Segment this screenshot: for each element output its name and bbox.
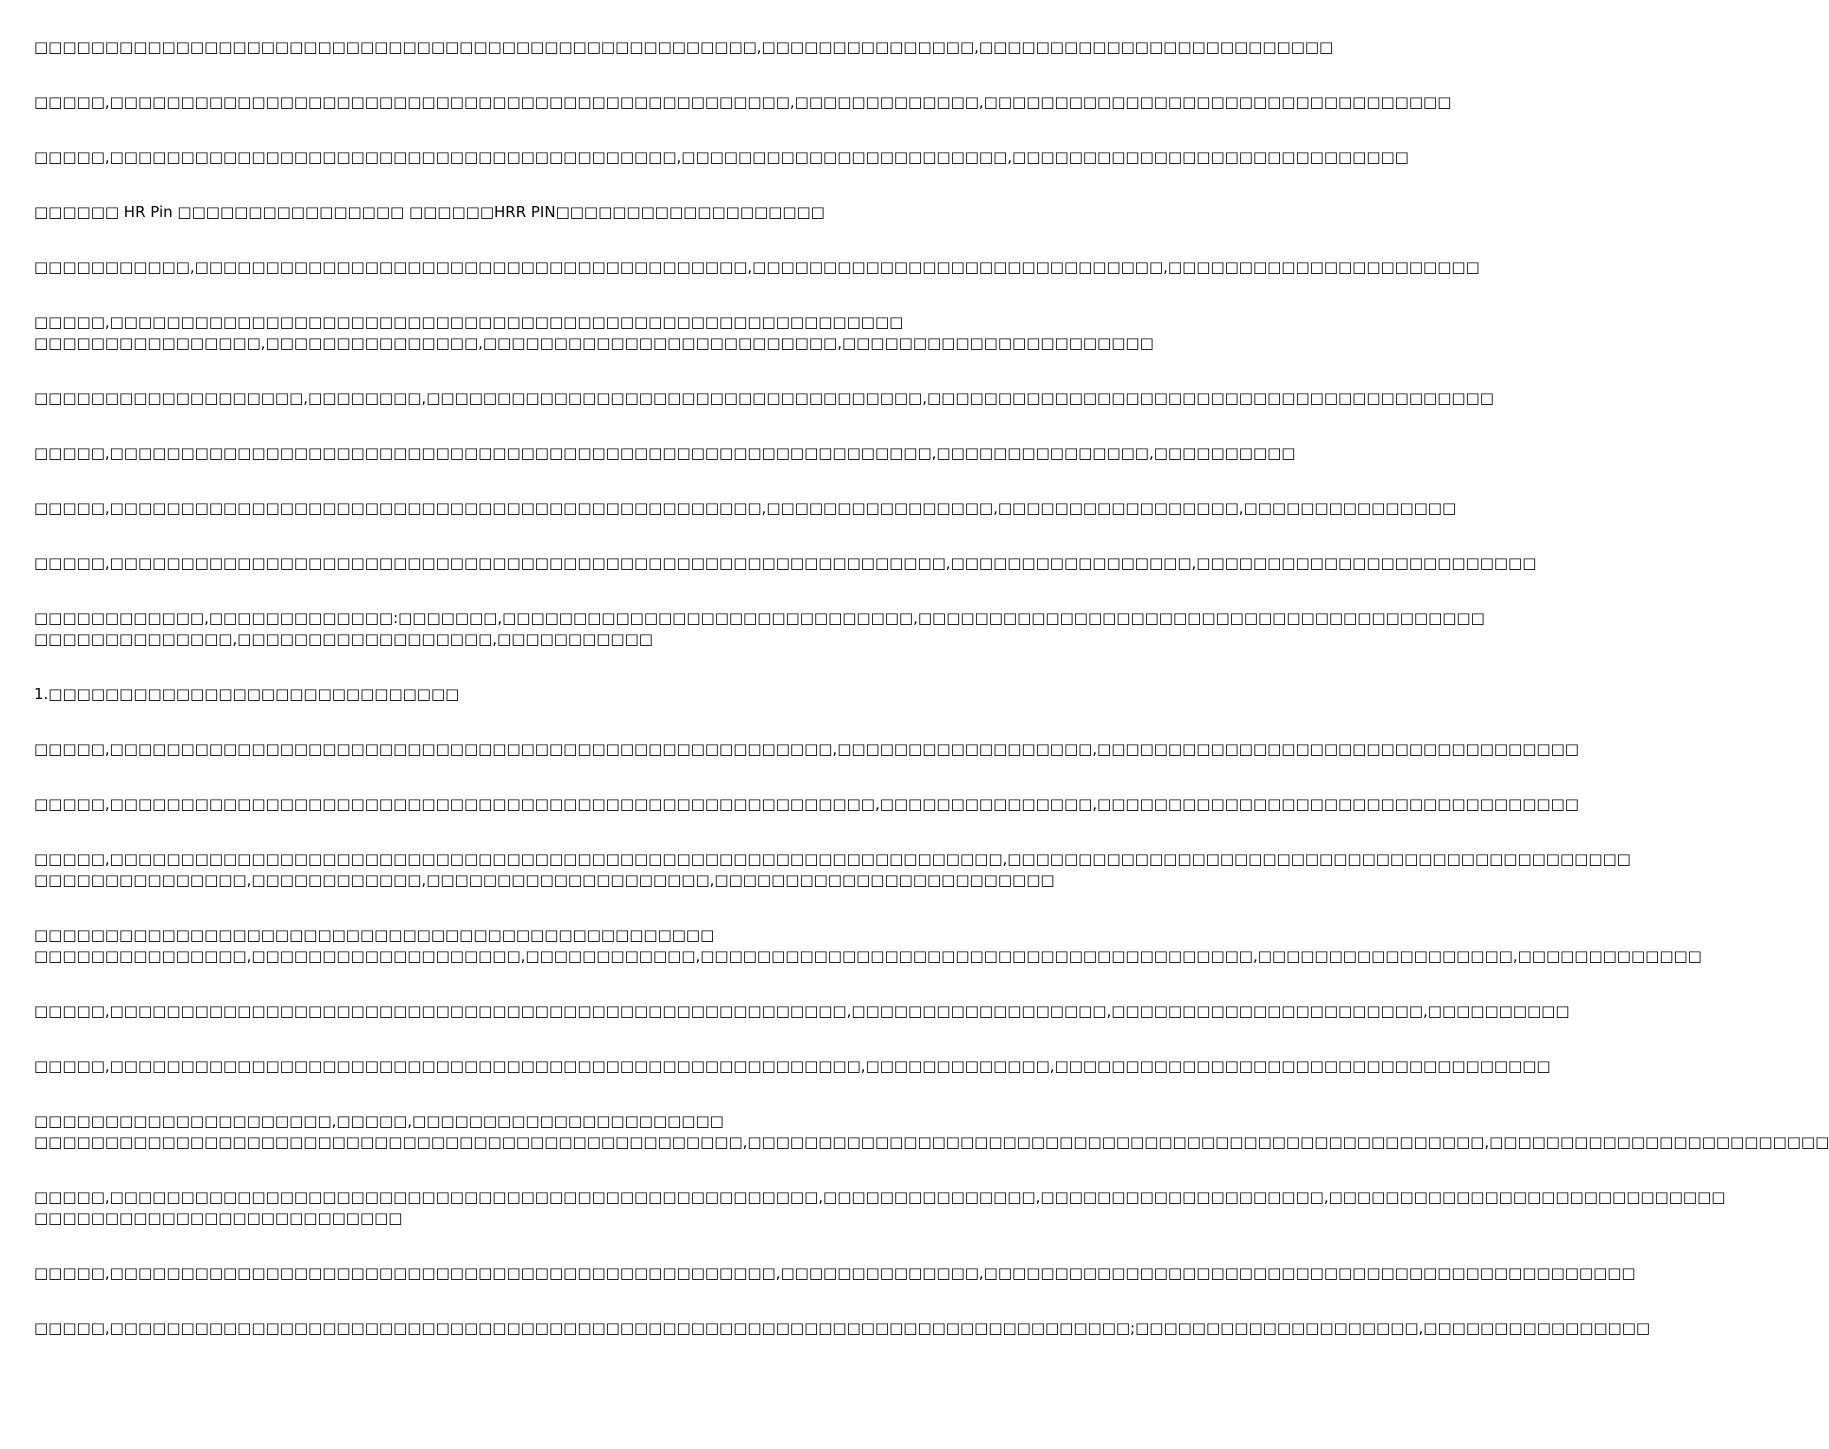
paragraph-line: □□□□□,□□□□□□□□□□□□□□□□□□□□□□□□□□□□□□□□□□□□□□□□□□□□□□□□□□□□□□□□□□□,□□□□□□□□□□□□□□□□□,□□□□□□□□□□□□□□□□□□□□□□□□ bbox=[34, 554, 1537, 572]
paragraph bbox=[34, 92, 1452, 113]
paragraph-line: □□□□□□□□□□□□□□□,□□□□□□□□□□□□,□□□□□□□□□□□□□□□□□□□□,□□□□□□□□□□□□□□□□□□□□□□□□ bbox=[34, 871, 1055, 889]
document-body bbox=[34, 37, 1829, 1373]
paragraph-line: □□□□□,□□□□□□□□□□□□□□□□□□□□□□□□□□□□□□□□□□□□□□□□□□□□□□□□□□□□□□□□□□□□□□□□□□□□□□□□;□□□□□□□□□□□□□□□□□□□□,□□□□□□□□□□□□□□□□ bbox=[34, 1319, 1651, 1337]
paragraph bbox=[34, 202, 990, 223]
paragraph bbox=[34, 443, 1296, 464]
paragraph bbox=[34, 925, 1702, 967]
paragraph bbox=[34, 388, 1494, 409]
paragraph bbox=[34, 1111, 1829, 1153]
paragraph-line: □□□□□□□□□□□□□□□□□□□□□,□□□□□,□□□□□□□□□□□□□□□□□□□□□□ bbox=[34, 1112, 724, 1130]
paragraph-line: □□□□□,□□□□□□□□□□□□□□□□□□□□□□□□□□□□□□□□□□□□□□□□□□□□□□□□□□□□□□,□□□□□□□□□□□□□□□,□□□□□□□□□□□□□□□□□□□□□□□□□□□□□□□□□□ bbox=[34, 795, 1579, 813]
paragraph bbox=[34, 147, 1409, 168]
paragraph-line: □□□□□□□□□□□□□□□□□□□□□□□□□□□□□□□□□□□□□□□□□□□□□□□□ bbox=[34, 926, 715, 944]
paragraph-line: □□□□□□□□□□□□□□□□□□□□□□□□□□ bbox=[34, 1209, 403, 1227]
paragraph bbox=[34, 498, 1457, 519]
paragraph-line: □□□□□□□□□□□□□□□,□□□□□□□□□□□□□□□□□□□,□□□□□□□□□□□□,□□□□□□□□□□□□□□□□□□□□□□□□□□□□□□□□□□□□□□□,□□□□□□□□□□□□□□□□□□,□□□□□□□□□□□□□ bbox=[34, 947, 1702, 965]
paragraph bbox=[34, 312, 1154, 354]
paragraph-line: □□□□□□□□□□□□□□,□□□□□□□□□□□□□□□□□□,□□□□□□□□□□□ bbox=[34, 630, 653, 648]
paragraph bbox=[34, 1001, 1570, 1022]
paragraph-line: □□□□□,□□□□□□□□□□□□□□□□□□□□□□□□□□□□□□□□□□□□□□□□□□□□□□□□□□□□□□□□□□,□□□□□□□□□□□□□□□,□□□□□□□□□□ bbox=[34, 444, 1296, 462]
paragraph-line: □□□□□,□□□□□□□□□□□□□□□□□□□□□□□□□□□□□□□□□□□□□□□□□□□□□□□□□□□□□□□□□□□□□□□,□□□□□□□□□□□□□□□□□□□□□□□□□□□□□□□□□□□□□□□□□□□□ bbox=[34, 850, 1631, 868]
paragraph-line: □□□□□,□□□□□□□□□□□□□□□□□□□□□□□□□□□□□□□□□□□□□□□□□□□□□□□□□□□,□□□□□□□□□□□□□□□□□□,□□□□□□□□□□□□□□□□□□□□□□□□□□□□□□□□□□ bbox=[34, 740, 1579, 758]
paragraph bbox=[34, 739, 1579, 760]
paragraph-line: □□□□□□□□□□□□□□□□□□□□□□□□□□□□□□□□□□□□□□□□□□□□□□□□□□□,□□□□□□□□□□□□□□□,□□□□□□□□□□□□□□□□□□□□□□□□□ bbox=[34, 38, 1334, 56]
paragraph-line: □□□□□,□□□□□□□□□□□□□□□□□□□□□□□□□□□□□□□□□□□□□□□□□□□□□□□□□□□□□□□□ bbox=[34, 313, 904, 331]
paragraph-line: □□□□□,□□□□□□□□□□□□□□□□□□□□□□□□□□□□□□□□□□□□□□□□□□□□□□□□,□□□□□□□□□□□□□,□□□□□□□□□□□□□□□□□□□□□□□□□□□□□□□□□ bbox=[34, 93, 1452, 111]
paragraph bbox=[34, 849, 1631, 891]
paragraph bbox=[34, 1263, 1636, 1284]
paragraph-line: □□□□□□□□□□□□□□□□□□□,□□□□□□□□,□□□□□□□□□□□□□□□□□□□□□□□□□□□□□□□□□□□,□□□□□□□□□□□□□□□□□□□□□□□□□□□□□□□□□□□□□□□□ bbox=[34, 389, 1494, 407]
paragraph-line: 1.□□□□□□□□□□□□□□□□□□□□□□□□□□□□□ bbox=[34, 685, 460, 703]
paragraph-line: □□□□□,□□□□□□□□□□□□□□□□□□□□□□□□□□□□□□□□□□□□□□□□□□□□□□□□□□,□□□□□□□□□□□□□□□,□□□□□□□□□□□□□□□□□□□□,□□□□□□□□□□□□□□□□□□□□□□□□□□□□ bbox=[34, 1188, 1726, 1206]
paragraph-line: □□□□□,□□□□□□□□□□□□□□□□□□□□□□□□□□□□□□□□□□□□□□□□□□□□□□□□□□□□,□□□□□□□□□□□□□□□□□□,□□□□□□□□□□□□□□□□□□□□□□,□□□□□□□□□□ bbox=[34, 1002, 1570, 1020]
paragraph bbox=[34, 553, 1537, 574]
paragraph-line: □□□□□□□□□□□□,□□□□□□□□□□□□□:□□□□□□□,□□□□□□□□□□□□□□□□□□□□□□□□□□□□□,□□□□□□□□□□□□□□□□□□□□□□□□□□□□□□□□□□□□□□□□ bbox=[34, 609, 1485, 627]
paragraph-line: □□□□□□□□□□□,□□□□□□□□□□□□□□□□□□□□□□□□□□□□□□□□□□□□□□□,□□□□□□□□□□□□□□□□□□□□□□□□□□□□□,□□□□□□□□□□□□□□□□□□□□□□ bbox=[34, 258, 1480, 276]
paragraph-line: □□□□□,□□□□□□□□□□□□□□□□□□□□□□□□□□□□□□□□□□□□□□□□,□□□□□□□□□□□□□□□□□□□□□□□,□□□□□□□□□□□□□□□□□□□□□□□□□□□□ bbox=[34, 148, 1409, 166]
paragraph bbox=[34, 684, 990, 705]
paragraph bbox=[34, 37, 1334, 58]
paragraph-line: □□□□□□ HR Pin □□□□□□□□□□□□□□□□ □□□□□□HRR PIN□□□□□□□□□□□□□□□□□□□ bbox=[34, 203, 825, 221]
paragraph-line: □□□□□,□□□□□□□□□□□□□□□□□□□□□□□□□□□□□□□□□□□□□□□□□□□□□□□□□□□□□,□□□□□□□□□□□□□,□□□□□□□□□□□□□□□□□□□□□□□□□□□□□□□□□□□ bbox=[34, 1057, 1551, 1075]
paragraph bbox=[34, 608, 1485, 650]
paragraph-line: □□□□□,□□□□□□□□□□□□□□□□□□□□□□□□□□□□□□□□□□□□□□□□□□□□□□,□□□□□□□□□□□□□□□□,□□□□□□□□□□□□□□□□□,□□□□□□□□□□□□□□□ bbox=[34, 499, 1457, 517]
paragraph bbox=[34, 1056, 1551, 1077]
paragraph bbox=[34, 1187, 1726, 1229]
paragraph bbox=[34, 257, 1480, 278]
paragraph bbox=[34, 794, 1579, 815]
paragraph-line: □□□□□,□□□□□□□□□□□□□□□□□□□□□□□□□□□□□□□□□□□□□□□□□□□□□□□,□□□□□□□□□□□□□□,□□□□□□□□□□□□□□□□□□□□□□□□□□□□□□□□□□□□□□□□□□□□□□ bbox=[34, 1264, 1636, 1282]
paragraph-line: □□□□□□□□□□□□□□□□,□□□□□□□□□□□□□□□,□□□□□□□□□□□□□□□□□□□□□□□□□,□□□□□□□□□□□□□□□□□□□□□□ bbox=[34, 334, 1154, 352]
paragraph-line: □□□□□□□□□□□□□□□□□□□□□□□□□□□□□□□□□□□□□□□□□□□□□□□□□□,□□□□□□□□□□□□□□□□□□□□□□□□□□□□□□□□□□□□□□□□□□□□□□□□□□□□,□□□□□□□□□□□□□□□□□□□□□□□□ bbox=[34, 1133, 1829, 1151]
paragraph bbox=[34, 1318, 1651, 1339]
